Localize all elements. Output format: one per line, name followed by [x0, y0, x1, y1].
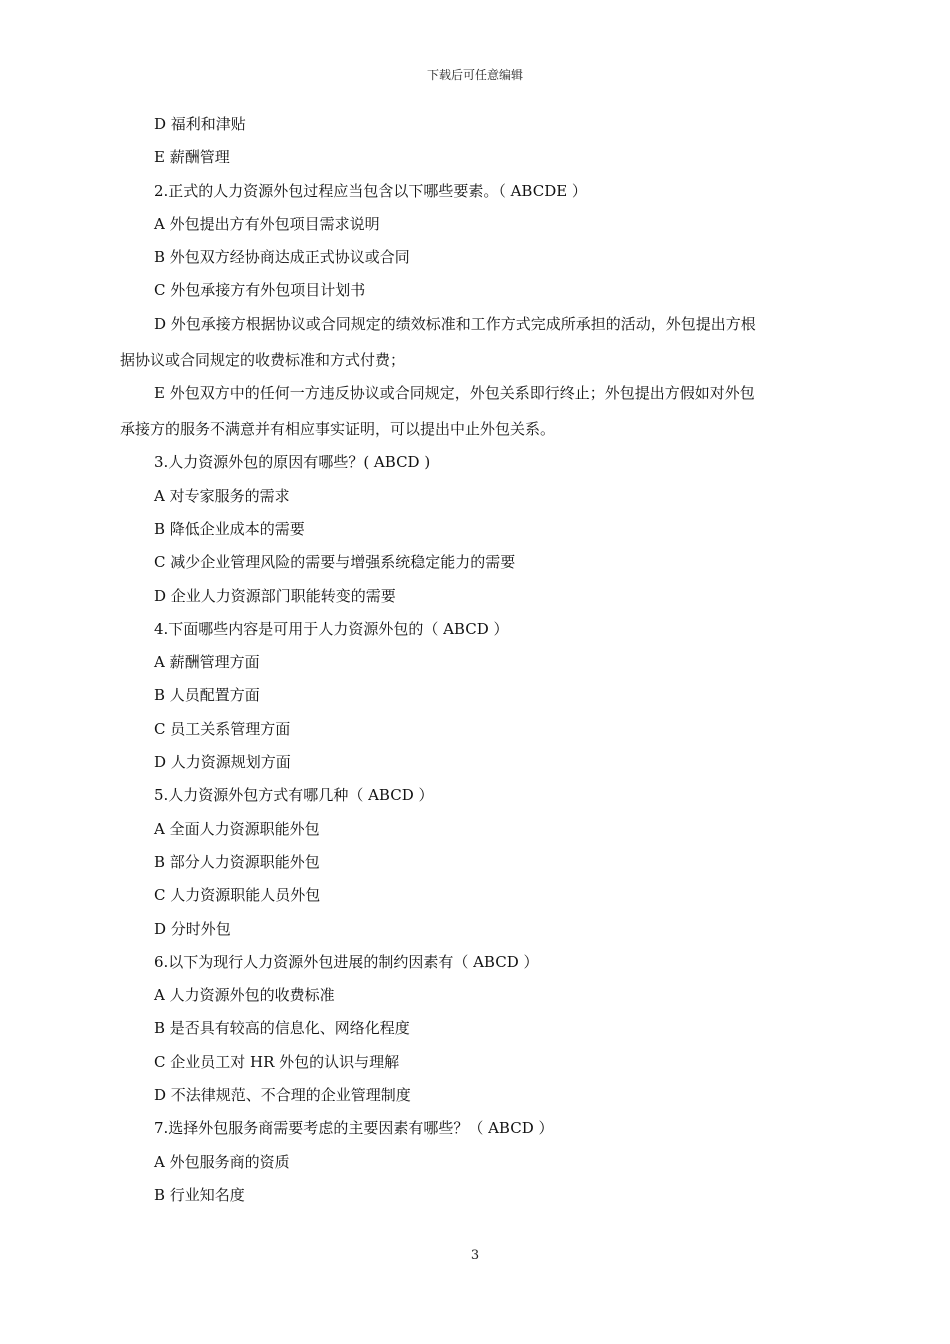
question-line: 7.选择外包服务商需要考虑的主要因素有哪些？（ ABCD ）: [154, 1119, 554, 1138]
paragraph: [120, 312, 838, 372]
text-line: B 人员配置方面: [154, 686, 260, 705]
text-line: C 企业员工对 HR 外包的认识与理解: [154, 1052, 400, 1071]
text-line: E 薪酬管理: [154, 148, 230, 167]
text-line: C 人力资源职能人员外包: [154, 886, 321, 905]
document-body: [120, 112, 838, 1216]
paragraph-continuation: 承接方的服务不满意并有相应事实证明，可以提出中止外包关系。: [120, 420, 556, 439]
question-line: 5.人力资源外包方式有哪几种（ ABCD ）: [154, 786, 434, 805]
text-line: D 人力资源规划方面: [154, 753, 291, 772]
paragraph-text: E 外包双方中的任何一方违反协议或合同规定，外包关系即行终止；外包提出方假如对外包: [154, 384, 755, 403]
text-line: D 福利和津贴: [154, 115, 246, 133]
text-line: A 外包服务商的资质: [154, 1152, 290, 1171]
question-line: 6.以下为现行人力资源外包进展的制约因素有（ ABCD ）: [154, 952, 539, 971]
page-number: 3: [470, 1248, 480, 1263]
text-line: C 员工关系管理方面: [154, 719, 291, 738]
paragraph-continuation: 据协议或合同规定的收费标准和方式付费；: [120, 350, 406, 369]
text-line: D 分时外包: [154, 919, 231, 938]
text-line: B 是否具有较高的信息化、网络化程度: [154, 1019, 410, 1038]
text-line: A 外包提出方有外包项目需求说明: [154, 214, 380, 233]
text-line: D 企业人力资源部门职能转变的需要: [154, 586, 396, 605]
paragraph-text: D 外包承接方根据协议或合同规定的绩效标准和工作方式完成所承担的活动，外包提出方根: [154, 314, 756, 333]
text-line: B 降低企业成本的需要: [154, 519, 305, 538]
text-line: B 部分人力资源职能外包: [154, 852, 320, 871]
text-line: A 薪酬管理方面: [154, 653, 260, 672]
text-line: A 人力资源外包的收费标准: [154, 986, 335, 1005]
text-line: A 对专家服务的需求: [154, 486, 290, 505]
question-line: 3.人力资源外包的原因有哪些？( ABCD ): [154, 453, 431, 472]
question-line: 2.正式的人力资源外包过程应当包含以下哪些要素。（ ABCDE ）: [154, 181, 587, 200]
question-line: 4.下面哪些内容是可用于人力资源外包的（ ABCD ）: [154, 619, 509, 638]
paragraph: [120, 381, 838, 441]
text-line: B 行业知名度: [154, 1185, 245, 1204]
text-line: A 全面人力资源职能外包: [154, 819, 320, 838]
page-header: 下载后可任意编辑: [426, 68, 523, 82]
text-line: B 外包双方经协商达成正式协议或合同: [154, 248, 410, 267]
text-line: C 减少企业管理风险的需要与增强系统稳定能力的需要: [154, 553, 516, 572]
text-line: D 不法律规范、不合理的企业管理制度: [154, 1086, 411, 1105]
text-line: C 外包承接方有外包项目计划书: [154, 281, 366, 300]
